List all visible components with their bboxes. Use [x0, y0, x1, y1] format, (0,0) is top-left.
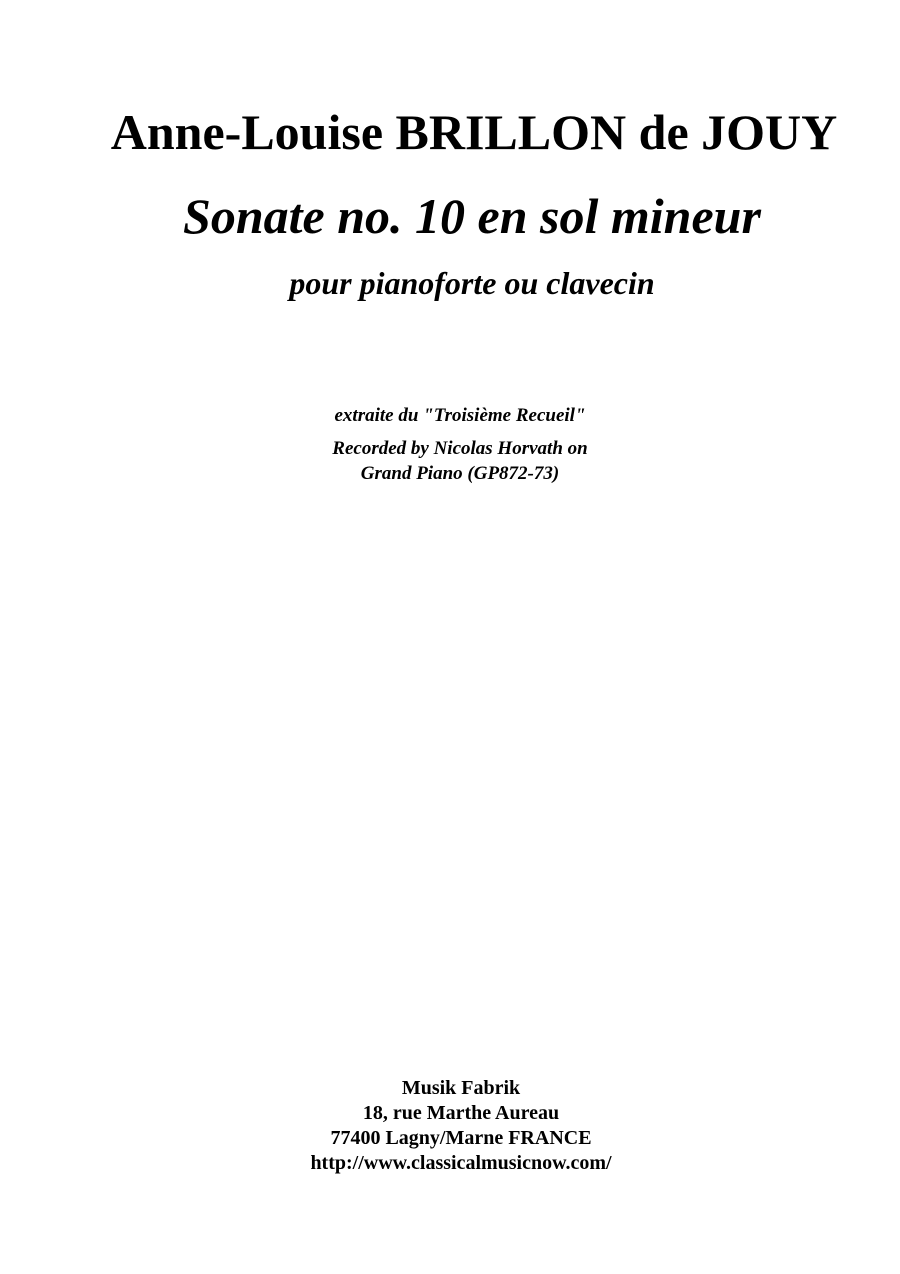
publisher-block — [0, 1076, 900, 1176]
edition-notes — [0, 403, 900, 486]
publisher-url: http://www.classicalmusicnow.com/ — [310, 1152, 612, 1174]
publisher-name: Musik Fabrik — [401, 1077, 521, 1099]
work-title: Sonate no. 10 en sol mineur — [183, 188, 761, 244]
publisher-street: 18, rue Marthe Aureau — [362, 1102, 560, 1124]
publisher-city: 77400 Lagny/Marne FRANCE — [330, 1127, 592, 1149]
composer-name: Anne-Louise BRILLON de JOUY — [110, 104, 838, 160]
recording-note-line-2: Grand Piano (GP872-73) — [360, 463, 560, 484]
source-note: extraite du "Troisième Recueil" — [334, 405, 586, 426]
work-subtitle: pour pianoforte ou clavecin — [289, 265, 655, 301]
notes-spacer — [0, 428, 900, 436]
recording-note-line-1: Recorded by Nicolas Horvath on — [332, 438, 588, 459]
